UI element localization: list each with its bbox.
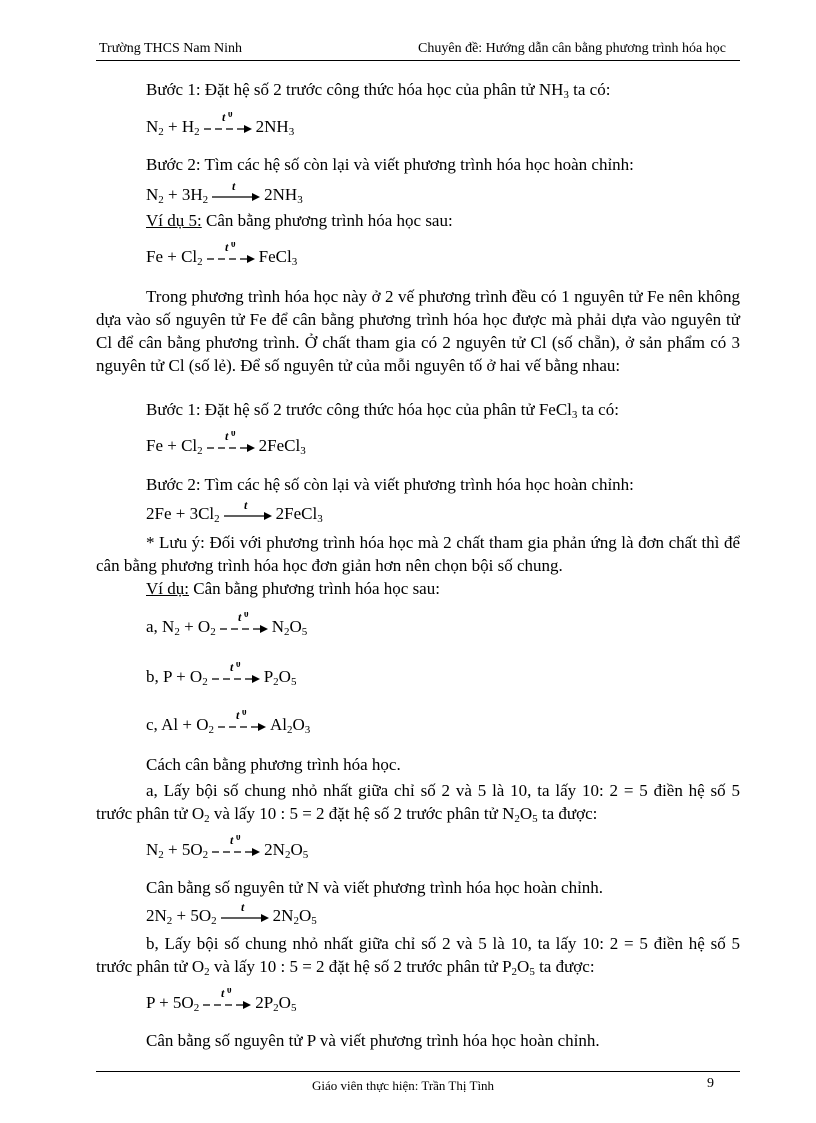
balance-n-line: Cân bằng số nguyên tử N và viết phương trình hóa học hoàn chỉnh.: [146, 878, 604, 897]
svg-text:t: t: [232, 180, 236, 194]
heat-arrow: [224, 499, 272, 521]
step1-nh3: Bước 1: Đặt hệ số 2 trước công thức hóa học của phân tử $NH_3$ ta có:: [146, 80, 611, 101]
svg-text:t: t: [229, 662, 234, 675]
svg-text:t: t: [230, 835, 234, 848]
svg-text:0: 0: [227, 988, 232, 996]
explanation-paragraph: Trong phương trình hóa học này ở 2 vế phương trình đều có 1 nguyên tử Fe nên không dựa vào số nguyên tử Fe để cân bằng phương trình hóa học được mà phải dựa vào nguyên tử Cl để cân bằng phương trình. Ở chất tham gia có 2 nguyên tử Cl (số chẵn), ở sản phẩm có 3 nguyên tử Cl (số lẻ). Để số nguyên tử của mỗi nguyên tố ở hai vế bằng nhau:: [96, 287, 740, 375]
svg-text:0: 0: [230, 431, 236, 439]
equation-a-balanced: $2N_2 + 5O_2$ t $2N_2O_5$: [146, 901, 317, 927]
balance-p-line: Cân bằng số nguyên tử P và viết phương trình hóa học hoàn chỉnh.: [146, 1031, 600, 1050]
heat-arrow: [207, 431, 255, 453]
heat-arrow: [212, 180, 260, 202]
svg-text:0: 0: [236, 835, 241, 843]
svg-text:t: t: [243, 499, 247, 513]
equation-b: b, $P + O_2$ t 0 $P_2O_5$: [146, 667, 296, 687]
heat-arrow: [212, 662, 260, 684]
method-b-paragraph: b, Lấy bội số chung nhỏ nhất giữa chỉ số 2 và 5 là 10, ta lấy 10: 2 = 5 điền hệ số 5 trước phân tử $O_2$ và lấy 10 : 5 = 2 đặt hệ số 2 trước phân tử $P_2O_5$ ta được:: [96, 934, 740, 978]
example-5-heading: Ví dụ 5: Cân bằng phương trình hóa học sau:: [146, 211, 453, 230]
heat-arrow: [204, 112, 252, 134]
equation-n2-h2-unbalanced: $N_2 + H_2$ t 0 $2NH_3$: [146, 117, 294, 137]
svg-text:0: 0: [235, 662, 241, 670]
page-number: 9: [707, 1076, 714, 1091]
svg-text:t: t: [224, 242, 228, 255]
heat-arrow: [203, 988, 251, 1010]
note-paragraph: * Lưu ý: Đối với phương trình hóa học mà 2 chất tham gia phản ứng là đơn chất thì để cân bằng phương trình hóa học đơn giản hơn nên chọn bội số chung.: [96, 533, 740, 575]
school-name: Trường THCS Nam Ninh: [99, 41, 242, 56]
heat-arrow: [212, 835, 260, 857]
equation-c: c, $Al + O_2$ t 0 $Al_2O_3$: [146, 715, 310, 735]
equation-a-step1: $N_2 + 5O_2$ t 0 $2N_2O_5$: [146, 840, 308, 860]
method-a-paragraph: a, Lấy bội số chung nhỏ nhất giữa chỉ số 2 và 5 là 10, ta lấy 10: 2 = 5 điền hệ số 5 trước phân tử $O_2$ và lấy 10 : 5 = 2 đặt hệ số 2 trước phân tử $N_2O_5$ ta được:: [96, 781, 740, 825]
topic-title: Chuyên đề: Hướng dẫn cân bằng phương trình hóa học: [418, 41, 726, 56]
svg-text:t: t: [240, 901, 244, 915]
svg-text:t: t: [221, 112, 225, 125]
equation-fe-cl2-unbalanced: $Fe + Cl_2$ t 0 FeCl$_3$: [146, 247, 297, 267]
method-heading: Cách cân bằng phương trình hóa học.: [146, 755, 401, 774]
svg-text:t: t: [221, 988, 225, 1001]
step2-line-2: Bước 2: Tìm các hệ số còn lại và viết phương trình hóa học hoàn chỉnh:: [146, 475, 634, 494]
svg-text:t: t: [237, 612, 242, 625]
step1-fecl3: Bước 1: Đặt hệ số 2 trước công thức hóa học của phân tử FeCl$_3$ ta có:: [146, 400, 619, 421]
equation-n2-h2-balanced: $N_2 + 3H_2$ t $2NH_3$: [146, 180, 303, 206]
equation-fe-cl2-balanced: $2Fe + 3Cl_2$ t 2FeCl$_3$: [146, 499, 323, 525]
equation-fe-cl2-step1: $Fe + Cl_2$ t 0 2FeCl$_3$: [146, 436, 306, 456]
svg-text:0: 0: [230, 242, 236, 250]
teacher-credit: Giáo viên thực hiện: Trần Thị Tình: [312, 1078, 495, 1093]
heat-arrow: [218, 710, 266, 732]
example-heading: Ví dụ: Cân bằng phương trình hóa học sau:: [146, 579, 440, 598]
equation-b-step1: $P + 5O_2$ t 0 $2P_2O_5$: [146, 993, 296, 1013]
svg-text:t: t: [224, 431, 228, 444]
step2-line-1: Bước 2: Tìm các hệ số còn lại và viết phương trình hóa học hoàn chỉnh:: [146, 155, 634, 174]
heat-arrow: [220, 612, 268, 634]
svg-text:0: 0: [243, 612, 249, 620]
heat-arrow: [207, 242, 255, 264]
equation-a: a, $N_2 + O_2$ t 0 $N_2O_5$: [146, 617, 307, 637]
page-footer: [96, 1071, 740, 1093]
svg-text:0: 0: [241, 710, 247, 718]
svg-text:0: 0: [227, 112, 233, 120]
page-header: [96, 40, 740, 61]
heat-arrow: [221, 901, 269, 923]
svg-text:t: t: [235, 710, 240, 723]
